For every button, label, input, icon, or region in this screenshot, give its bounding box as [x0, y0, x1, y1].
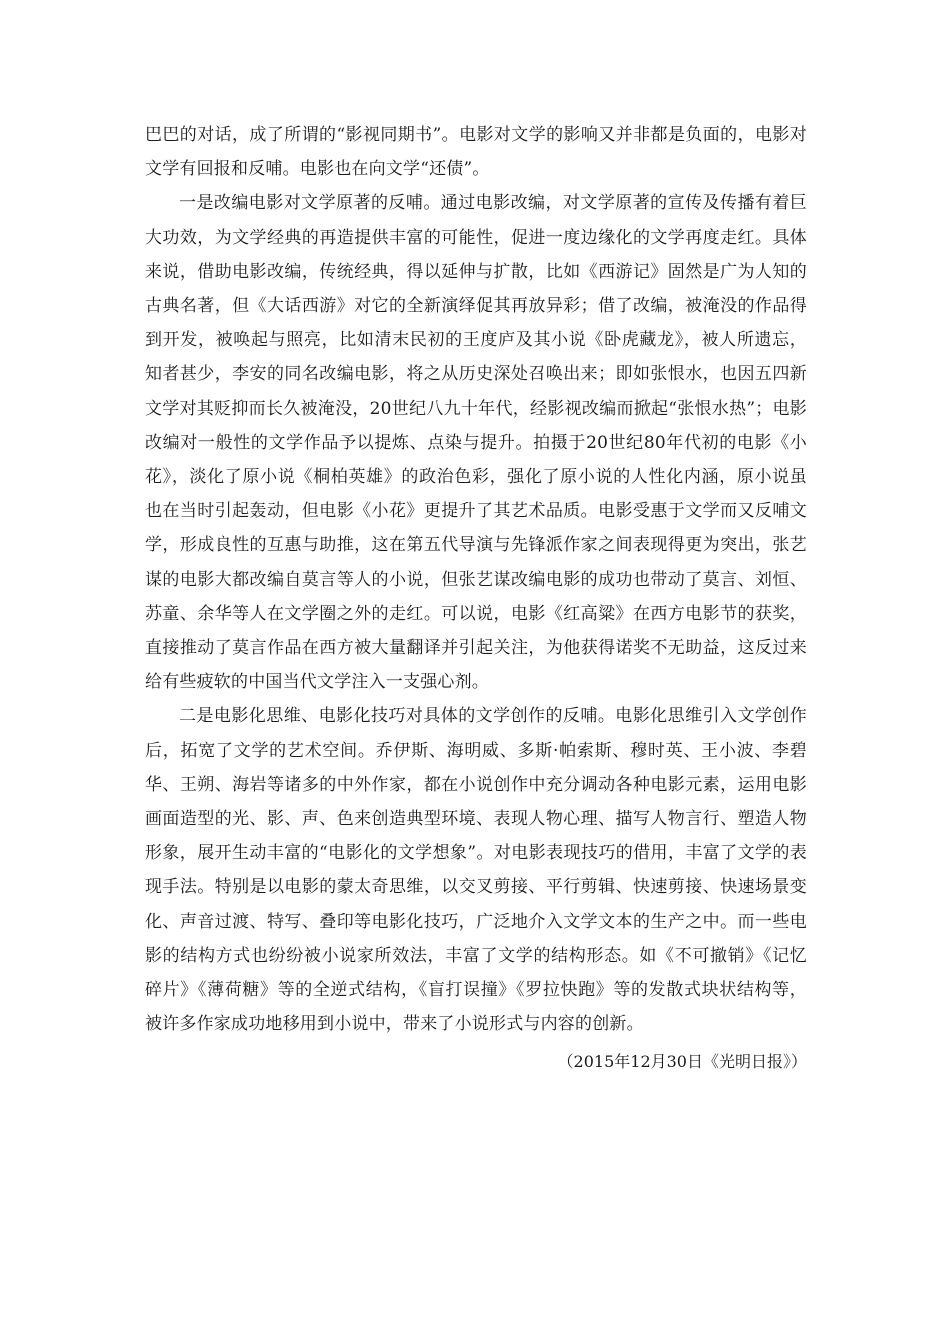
document-page	[145, 118, 807, 1079]
paragraph-continuation: 巴巴的对话，成了所谓的“影视同期书”。电影对文学的影响又并非都是负面的，电影对文学有回报和反哺。电影也在向文学“还债”。	[145, 125, 807, 180]
paragraph-cinematic-thinking: 二是电影化思维、电影化技巧对具体的文学创作的反哺。电影化思维引入文学创作后，拓宽了文学的艺术空间。乔伊斯、海明威、多斯·帕索斯、穆时英、王小波、李碧华、王朔、海岩等诸多的中外作家，都在小说创作中充分调动各种电影元素，运用电影画面造型的光、影、声、色来创造典型环境、表现人物心理、描写人物言行、塑造人物形象，展开生动丰富的“电影化的文学想象”。对电影表现技巧的借用，丰富了文学的表现手法。特别是以电影的蒙太奇思维，以交叉剪接、平行剪辑、快速剪接、快速场景变化、声音过渡、特写、叠印等电影化技巧，广泛地介入文学文本的生产之中。而一些电影的结构方式也纷纷被小说家所效法，丰富了文学的结构形态。如《不可撤销》《记忆碎片》《薄荷糖》等的全逆式结构，《盲打误撞》《罗拉快跑》等的发散式块状结构等，被许多作家成功地移用到小说中，带来了小说形式与内容的创新。	[145, 706, 807, 1035]
paragraph-adaptation-feedback: 一是改编电影对文学原著的反哺。通过电影改编，对文学原著的宣传及传播有着巨大功效，为文学经典的再造提供丰富的可能性，促进一度边缘化的文学再度走红。具体来说，借助电影改编，传统经典，得以延伸与扩散，比如《西游记》固然是广为人知的古典名著，但《大话西游》对它的全新演绎促其再放异彩；借了改编，被淹没的作品得到开发，被唤起与照亮，比如清末民初的王度庐及其小说《卧虎藏龙》，被人所遗忘，知者甚少，李安的同名改编电影，将之从历史深处召唤出来；即如张恨水，也因五四新文学对其贬抑而长久被淹没，20世纪八九十年代，经影视改编而掀起“张恨水热”；电影改编对一般性的文学作品予以提炼、点染与提升。拍摄于20世纪80年代初的电影《小花》，淡化了原小说《桐柏英雄》的政治色彩，强化了原小说的人性化内涵，原小说虽也在当时引起轰动，但电影《小花》更提升了其艺术品质。电影受惠于文学而又反哺文学，形成良性的互惠与助推，这在第五代导演与先锋派作家之间表现得更为突出，张艺谋的电影大都改编自莫言等人的小说，但张艺谋改编电影的成功也带动了莫言、刘恒、苏童、余华等人在文学圈之外的走红。可以说，电影《红高粱》在西方电影节的获奖，直接推动了莫言作品在西方被大量翻译并引起关注，为他获得诺奖不无助益，这反过来给有些疲软的中国当代文学注入一支强心剂。	[145, 193, 807, 693]
source-citation: （2015年12月30日《光明日报》）	[557, 1052, 807, 1072]
